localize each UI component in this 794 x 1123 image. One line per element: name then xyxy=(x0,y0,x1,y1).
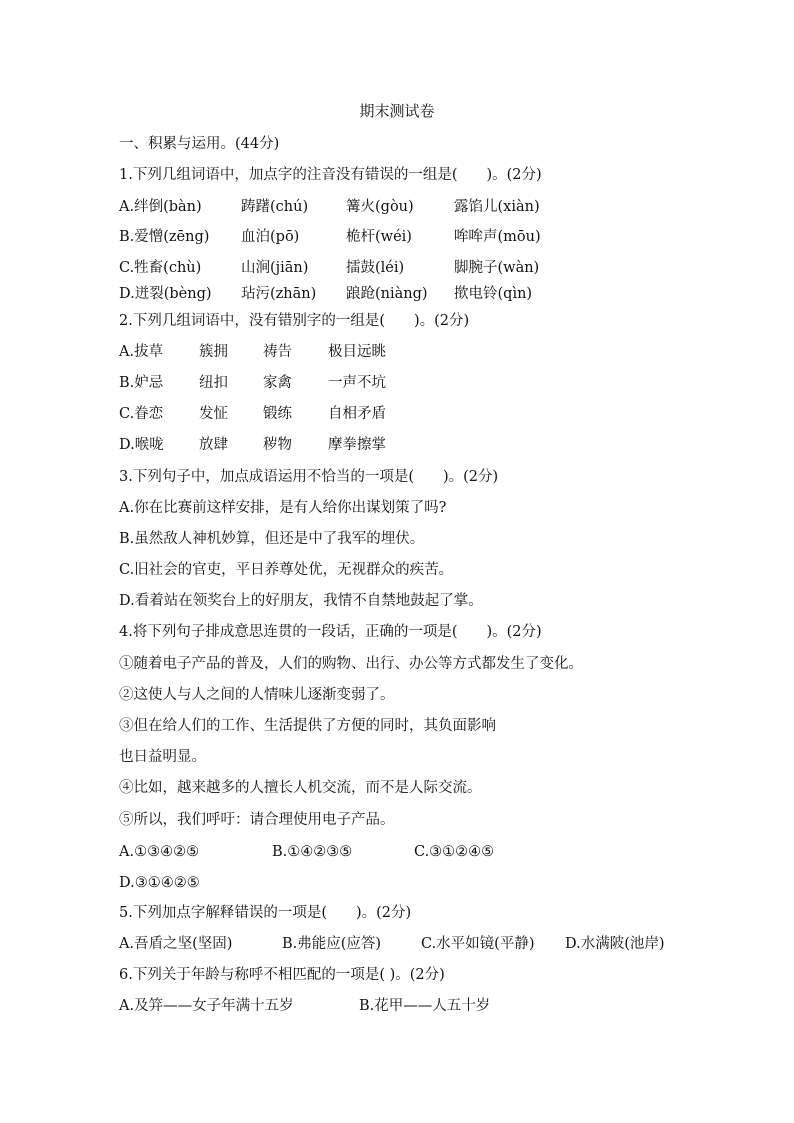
list-item: 家禽 xyxy=(263,375,292,391)
list-item: ④比如，越来越多的人擅长人机交流，而不是人际交流。 xyxy=(119,780,482,796)
list-item: ⑤所以，我们呼吁：请合理使用电子产品。 xyxy=(119,812,395,828)
list-item: D.迸裂(bèng) xyxy=(119,286,212,302)
list-item: C.牲畜(chù) xyxy=(119,260,202,276)
list-item: A.你在比赛前这样安排，是有人给你出谋划策了吗? xyxy=(119,500,447,516)
list-item: 哞哞声(mōu) xyxy=(454,229,541,245)
question-4-stem: 4.将下列句子排成意思连贯的一段话，正确的一项是( )。(2分) xyxy=(119,624,542,640)
list-item: 摩拳擦掌 xyxy=(328,437,386,453)
list-item: ②这使人与人之间的人情味儿逐渐变弱了。 xyxy=(119,687,395,703)
list-item: C.旧社会的官吏，平日养尊处优，无视群众的疾苦。 xyxy=(119,562,454,578)
list-item: A.拔草 xyxy=(119,344,164,360)
list-item: 踉跄(niàng) xyxy=(346,286,428,302)
list-item: C.水平如镜(平静) xyxy=(421,936,535,952)
list-item: 桅杆(wéi) xyxy=(346,229,412,245)
list-item: D.水满陂(池岸) xyxy=(565,936,665,952)
list-item: 玷污(zhān) xyxy=(241,286,317,302)
list-item: B.妒忌 xyxy=(119,375,164,391)
list-item: D.看着站在领奖台上的好朋友，我情不自禁地鼓起了掌。 xyxy=(119,593,483,609)
section-heading: 一、积累与运用。(44分) xyxy=(119,136,280,152)
list-item: 山涧(jiān) xyxy=(241,260,309,276)
list-item: 簇拥 xyxy=(199,344,228,360)
list-item: 一声不坑 xyxy=(328,375,386,391)
list-item: B.爱憎(zēng) xyxy=(119,229,210,245)
list-item: A.绊倒(bàn) xyxy=(119,199,202,215)
question-1-stem: 1.下列几组词语中，加点字的注音没有错误的一组是( )。(2分) xyxy=(119,167,542,183)
list-item: A.及笄——女子年满十五岁 xyxy=(119,998,294,1014)
list-item: 纽扣 xyxy=(199,375,228,391)
list-item: B.花甲——人五十岁 xyxy=(359,998,491,1014)
list-item: 擂鼓(léi) xyxy=(346,260,405,276)
question-6-stem: 6.下列关于年龄与称呼不相匹配的一项是( )。(2分) xyxy=(119,967,445,983)
list-item: B.①④②③⑤ xyxy=(272,844,353,860)
list-item: 揿电铃(qìn) xyxy=(454,286,533,302)
list-item: 露馅儿(xiàn) xyxy=(454,199,540,215)
question-2-stem: 2.下列几组词语中，没有错别字的一组是( )。(2分) xyxy=(119,313,470,329)
page-title: 期末测试卷 xyxy=(359,102,435,120)
question-3-stem: 3.下列句子中，加点成语运用不恰当的一项是( )。(2分) xyxy=(119,469,499,485)
list-item: ③但在给人们的工作、生活提供了方便的同时，其负面影响 xyxy=(119,718,496,734)
list-item: 也日益明显。 xyxy=(119,749,206,765)
list-item: 放肆 xyxy=(199,437,228,453)
list-item: 秽物 xyxy=(263,437,292,453)
list-item: A.吾盾之坚(坚固) xyxy=(119,936,233,952)
list-item: C.③①②④⑤ xyxy=(414,844,495,860)
list-item: 篝火(gòu) xyxy=(346,199,414,215)
list-item: D.③①④②⑤ xyxy=(119,875,200,891)
question-5-stem: 5.下列加点字解释错误的一项是( )。(2分) xyxy=(119,905,412,921)
list-item: B.虽然敌人神机妙算，但还是中了我军的埋伏。 xyxy=(119,531,425,547)
list-item: 祷告 xyxy=(263,344,292,360)
list-item: 发怔 xyxy=(199,406,228,422)
list-item: 极目远眺 xyxy=(328,344,386,360)
list-item: C.眷恋 xyxy=(119,406,164,422)
list-item: 自相矛盾 xyxy=(328,406,386,422)
list-item: D.喉咙 xyxy=(119,437,164,453)
list-item: 锻练 xyxy=(263,406,292,422)
list-item: 脚腕子(wàn) xyxy=(454,260,540,276)
list-item: ①随着电子产品的普及，人们的购物、出行、办公等方式都发生了变化。 xyxy=(119,656,583,672)
list-item: B.弗能应(应答) xyxy=(282,936,382,952)
list-item: 血泊(pō) xyxy=(241,229,300,245)
list-item: A.①③④②⑤ xyxy=(119,844,200,860)
list-item: 踌躇(chú) xyxy=(241,199,309,215)
